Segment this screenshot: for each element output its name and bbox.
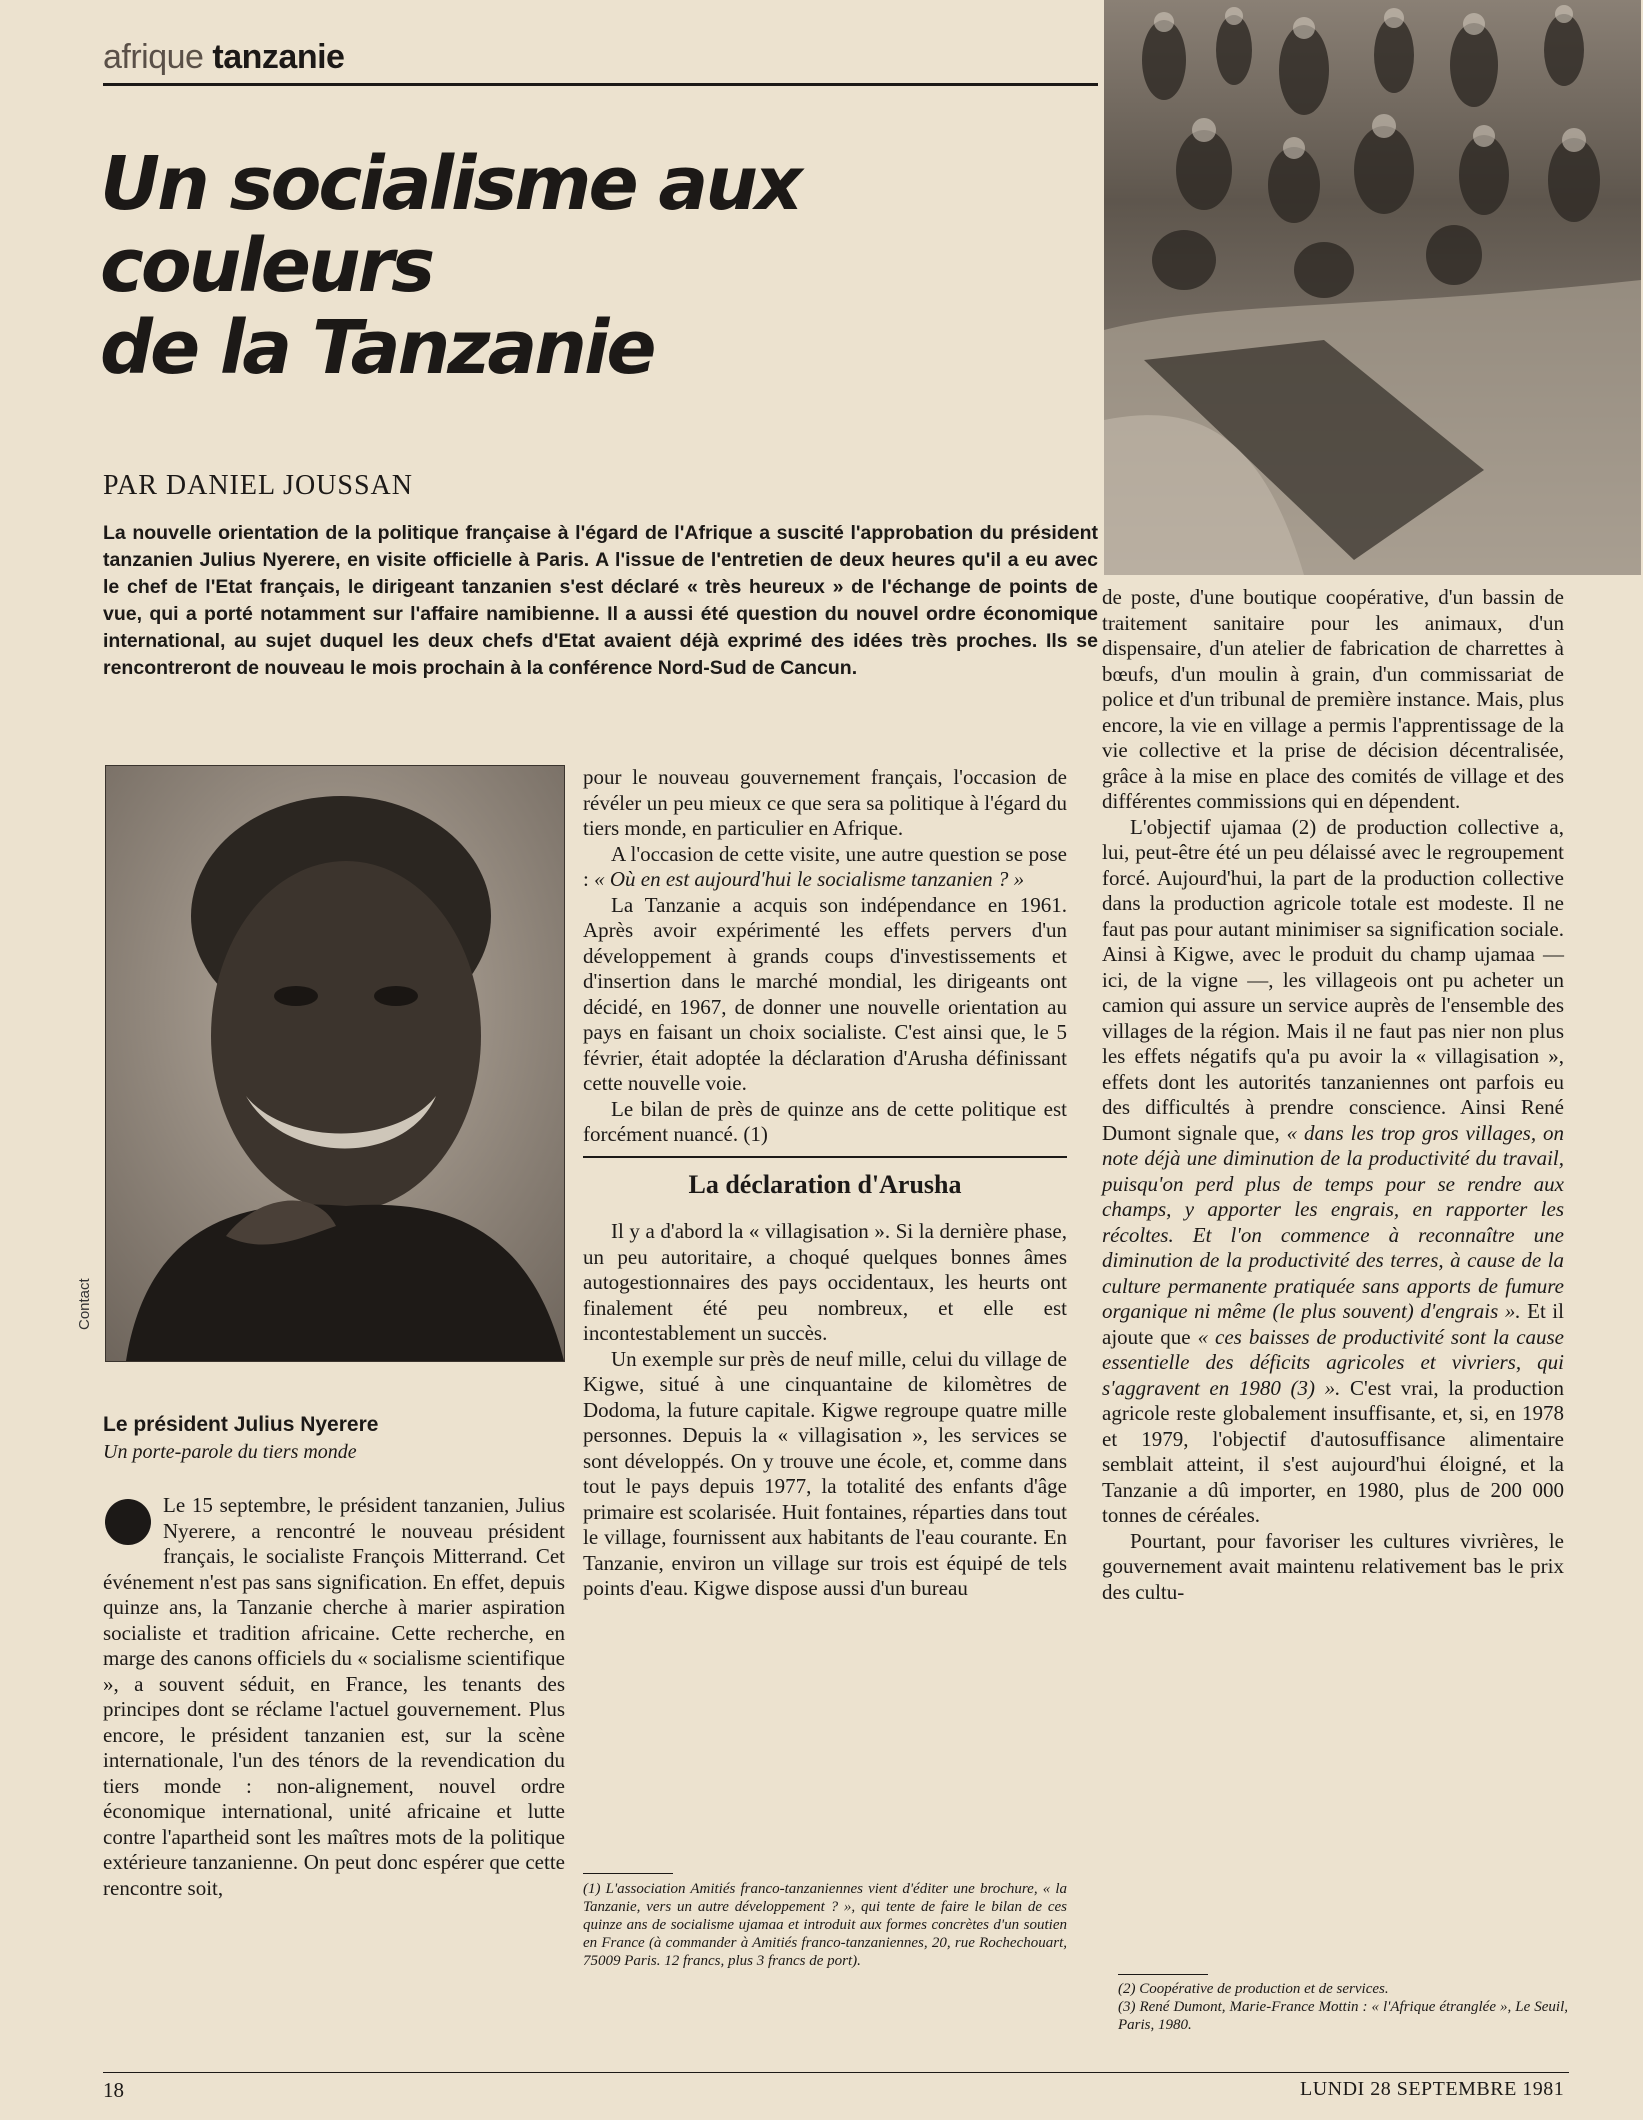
footnote-3: (3) René Dumont, Marie-France Mottin : « l'Afrique étranglée », Le Seuil, Paris, 1980. — [1118, 1999, 1568, 2033]
column-1-text: Le 15 septembre, le président tanzanien, Julius Nyerere, a rencontré le nouveau président français, le socialiste François Mitterrand. Cet événement n'est pas sans signification. En effet, depuis quinze ans, la Tanzanie cherche à marier aspiration socialiste et tradition africaine. Cette recherche, en marge des canons officiels du « socialisme scientifique », a souvent séduit, en France, les tenants des principes dont se réclame l'actuel gouvernement. Plus encore, le président tanzanien est, sur la scène internationale, l'un des ténors de la revendication du tiers monde : non-alignement, nouvel ordre économique international, unité africaine et lutte contre l'apartheid sont les maîtres mots de la politique extérieure tanzanienne. On peut donc espérer que cette rencontre soit, — [103, 1493, 565, 1900]
article-lead: La nouvelle orientation de la politique française à l'égard de l'Afrique a suscité l'approbation du président tanzanien Julius Nyerere, en visite officielle à Paris. A l'issue de l'entretien de deux heures qu'il a eu avec le chef de l'Etat français, le dirigeant tanzanien s'est déclaré « très heureux » de l'échange de points de vue, qui a porté notamment sur l'affaire namibienne. Il a aussi été question du nouvel ordre économique international, au sujet duquel les deux chefs d'Etat avaient déjà exprimé des idées très proches. Ils se rencontreront de nouveau le mois prochain à la conférence Nord-Sud de Cancun. — [103, 522, 1098, 679]
footnote-1: (1) L'association Amitiés franco-tanzaniennes vient d'éditer une brochure, « la Tanzanie, vers un autre développement ? », qui tente de faire le bilan de ces quinze ans de socialisme ujamaa et introduit aux formes concrètes d'un soutien en France (à commander à Amitiés franco-tanzaniennes, 20, rue Rochechouart, 75009 Paris. 12 francs, plus 3 francs de port). — [583, 1881, 1067, 1969]
headline-line-1: Un socialisme aux — [100, 141, 800, 227]
article-column-1 — [103, 1493, 565, 1901]
paragraph-text: L'objectif ujamaa (2) de production collective a, lui, peut-être été un peu délaissé avec le regroupement forcé. Aujourd'hui, la part de la production collective dans la production agricole totale est modeste. Il ne faut pas pour autant minimiser sa signification sociale. Ainsi à Kigwe, avec le produit du champ ujamaa — ici, de la vigne —, les villageois ont pu acheter un camion qui assure un service auprès de l'ensemble des villages de la région. Mais il ne faut pas nier non plus les effets négatifs qu'a pu avoir la « villagisation », effets dont les autorités tanzaniennes ont parfois eu des difficultés à prendre conscience. Ainsi René Dumont signale que, — [1102, 814, 1564, 1145]
section-subheading: La déclaration d'Arusha — [688, 1169, 962, 1199]
paragraph — [583, 842, 1067, 893]
village-workers-photo-drawing — [1104, 0, 1641, 575]
paragraph: Un exemple sur près de neuf mille, celui du village de Kigwe, situé à une cinquantaine de kilomètres de Dodoma, la future capitale. Kigwe regroupe quatre mille personnes. Depuis la « villagisation », les services se sont développés. On y trouve une école, et, comme dans tout le pays depuis 1977, la totalité des enfants d'âge primaire est scolarisée. Huit fontaines, réparties dans tout le village, fournissent aux habitants de l'eau courante. En Tanzanie, environ un village sur trois est équipé de tels points d'eau. Kigwe dispose aussi d'un bureau — [583, 1346, 1067, 1600]
nyerere-portrait-photo — [105, 765, 565, 1362]
paragraph: pour le nouveau gouvernement français, l'occasion de révéler un peu mieux ce que sera sa politique à l'égard du tiers monde, en particulier en Afrique. — [583, 765, 1067, 840]
article-column-3 — [1102, 585, 1564, 1605]
section-rubric — [103, 38, 344, 77]
paragraph: de poste, d'une boutique coopérative, d'un bassin de traitement sanitaire pour les animaux, d'un dispensaire, d'un atelier de fabrication de charrettes à bœufs, d'un moulin à grain, d'un commissariat de police et d'un tribunal de première instance. Mais, plus encore, la vie en village a permis l'apprentissage de la vie collective et la prise de décision décentralisée, grâce à la mise en place des comités de village et des différentes commissions qui en dépendent. — [1102, 585, 1564, 813]
paragraph-quote: « Où en est aujourd'hui le socialisme tanzanien ? » — [594, 867, 1025, 891]
footnotes-2-3 — [1118, 1980, 1568, 2034]
headline-line-3: de la Tanzanie — [100, 305, 654, 391]
paragraph-text: A l'occasion de cette visite, une autre question se pose : — [583, 841, 1067, 891]
footer-rule — [103, 2072, 1569, 2073]
footnote-rule — [583, 1873, 673, 1874]
issue-date: LUNDI 28 SEPTEMBRE 1981 — [1300, 2078, 1565, 2100]
footnote-2: (2) Coopérative de production et de services. — [1118, 1981, 1389, 1997]
paragraph — [1102, 815, 1564, 1529]
paragraph-quote: « dans les trop gros villages, on note déjà une diminution de la productivité du travail, puisqu'on perd plus de temps pour se rendre aux champs, y apporter les engrais, en rapporter les récoltes. Et l'on commence à reconnaître une diminution de la productivité des terres, à cause de la culture permanente pratiquée sans apports de fumure organique ni même (le plus souvent) d'engrais ». — [1102, 1120, 1564, 1323]
page-number: 18 — [103, 2078, 124, 2102]
rubric-country: tanzanie — [212, 38, 345, 76]
caption-subtitle: Un porte-parole du tiers monde — [103, 1441, 357, 1463]
footnote-rule — [1118, 1974, 1208, 1975]
header-rule — [103, 83, 1098, 86]
column-1-paragraph — [103, 1493, 565, 1901]
paragraph: La Tanzanie a acquis son indépendance en 1961. Après avoir expérimenté les effets pervers d'un développement à grands coups d'investissements et d'insertion dans le marché mondial, les dirigeants ont décidé, en 1967, de donner une nouvelle orientation au pays en faisant un choix socialiste. C'est ainsi que, le 5 février, était adoptée la déclaration d'Arusha définissant cette nouvelle voie. — [583, 892, 1067, 1095]
paragraph-text: C'est vrai, la production agricole reste globalement insuffisante, et, si, en 1978 et 1979, l'objectif d'autosuffisance alimentaire semblait atteint, il s'est aujourd'hui éloigné, et la Tanzanie a dû importer, en 1980, plus de 200 000 tonnes de céréales. — [1102, 1375, 1564, 1527]
headline-line-2: couleurs — [100, 223, 433, 309]
portrait-drawing — [106, 766, 564, 1361]
rubric-region: afrique — [103, 38, 204, 76]
article-headline — [100, 143, 860, 389]
article-column-2 — [583, 765, 1067, 1602]
paragraph-text: Et il ajoute que — [1102, 1299, 1564, 1349]
byline: PAR DANIEL JOUSSAN — [103, 470, 413, 501]
village-workers-photo — [1104, 0, 1641, 575]
bullet-dropcap-icon — [105, 1499, 151, 1545]
photo-credit: Contact — [76, 1278, 93, 1330]
caption-title: Le président Julius Nyerere — [103, 1413, 379, 1436]
paragraph: Le bilan de près de quinze ans de cette politique est forcément nuancé. (1) — [583, 1096, 1067, 1146]
paragraph-quote: « ces baisses de productivité sont la cause essentielle des déficits agricoles et vivriers, qui s'aggravent en 1980 (3) ». — [1102, 1324, 1565, 1400]
paragraph: Il y a d'abord la « villagisation ». Si la dernière phase, un peu autoritaire, a choqué quelques bonnes âmes autogestionnaires des pays occidentaux, les heurts ont finalement été peu nombreux, et elle est incontestablement un succès. — [583, 1219, 1067, 1345]
paragraph: Pourtant, pour favoriser les cultures vivrières, le gouvernement avait maintenu relativement bas le prix des cultu- — [1102, 1528, 1564, 1604]
